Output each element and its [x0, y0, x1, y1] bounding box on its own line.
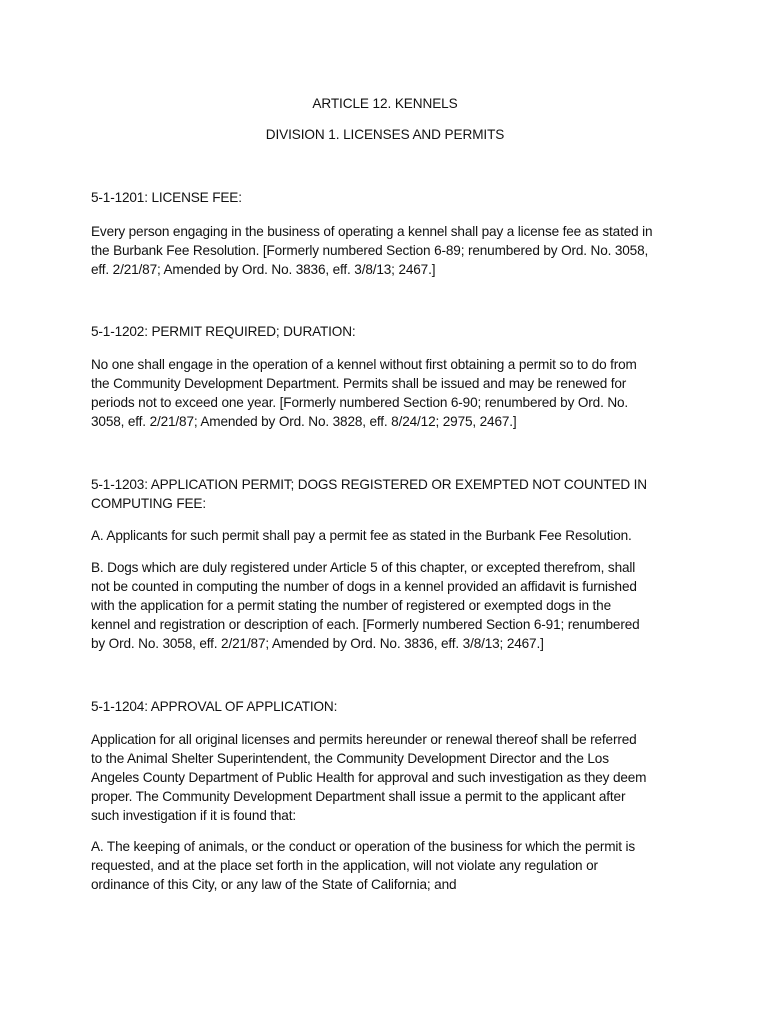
section-heading-text: 5-1-1201: LICENSE FEE: — [91, 190, 242, 205]
section-paragraph — [91, 222, 691, 279]
paragraph-line: A. The keeping of animals, or the conduct or operation of the business for which the permit is — [91, 839, 636, 854]
paragraph-line: Application for all original licenses and permits hereunder or renewal thereof shall be referred — [91, 732, 637, 747]
section-paragraph — [91, 355, 691, 431]
section-heading-1204 — [91, 697, 691, 716]
paragraph-line: by Ord. No. 3058, eff. 2/21/87; Amended by Ord. No. 3836, eff. 3/8/13; 2467.] — [91, 636, 544, 651]
section-heading-1201 — [91, 188, 691, 207]
paragraph-line: not be counted in computing the number of dogs in a kennel provided an affidavit is furnished — [91, 579, 637, 594]
paragraph-line: with the application for a permit stating the number of registered or exempted dogs in the — [91, 598, 611, 613]
article-title: ARTICLE 12. KENNELS — [312, 96, 458, 111]
paragraph-line: A. Applicants for such permit shall pay a permit fee as stated in the Burbank Fee Resolution. — [91, 528, 632, 543]
section-heading-text: COMPUTING FEE: — [91, 496, 206, 511]
paragraph-line: the Community Development Department. Permits shall be issued and may be renewed for — [91, 376, 627, 391]
section-heading-text: 5-1-1204: APPROVAL OF APPLICATION: — [91, 699, 338, 714]
section-heading-text: 5-1-1202: PERMIT REQUIRED; DURATION: — [91, 324, 356, 339]
section-heading-1203 — [91, 475, 691, 513]
paragraph-line: periods not to exceed one year. [Formerly numbered Section 6-90; renumbered by Ord. No. — [91, 395, 629, 410]
paragraph-line: eff. 2/21/87; Amended by Ord. No. 3836, eff. 3/8/13; 2467.] — [91, 262, 436, 277]
paragraph-line: No one shall engage in the operation of a kennel without first obtaining a permit so to do from — [91, 357, 637, 372]
paragraph-line: to the Animal Shelter Superintendent, the Community Development Director and the Los — [91, 751, 609, 766]
division-title: DIVISION 1. LICENSES AND PERMITS — [265, 127, 505, 142]
paragraph-line: B. Dogs which are duly registered under Article 5 of this chapter, or excepted therefrom, shall — [91, 560, 636, 575]
paragraph-line: ordinance of this City, or any law of the State of California; and — [91, 877, 457, 892]
section-heading-text: 5-1-1203: APPLICATION PERMIT; DOGS REGISTERED OR EXEMPTED NOT COUNTED IN — [91, 477, 647, 492]
paragraph-line: Every person engaging in the business of operating a kennel shall pay a license fee as stated in — [91, 224, 653, 239]
section-paragraph — [91, 730, 691, 825]
section-paragraph — [91, 837, 691, 894]
paragraph-line: Angeles County Department of Public Health for approval and such investigation as they deem — [91, 770, 647, 785]
paragraph-line: 3058, eff. 2/21/87; Amended by Ord. No. 3828, eff. 8/24/12; 2975, 2467.] — [91, 414, 517, 429]
paragraph-line: requested, and at the place set forth in the application, will not violate any regulation or — [91, 858, 598, 873]
section-heading-1202 — [91, 322, 691, 341]
paragraph-line: the Burbank Fee Resolution. [Formerly numbered Section 6-89; renumbered by Ord. No. 3058, — [91, 243, 649, 258]
paragraph-line: kennel and registration or description of each. [Formerly numbered Section 6-91; renumbered — [91, 617, 640, 632]
section-paragraph — [91, 558, 691, 653]
paragraph-line: such investigation if it is found that: — [91, 808, 296, 823]
paragraph-line: proper. The Community Development Department shall issue a permit to the applicant after — [91, 789, 626, 804]
section-paragraph — [91, 526, 691, 545]
